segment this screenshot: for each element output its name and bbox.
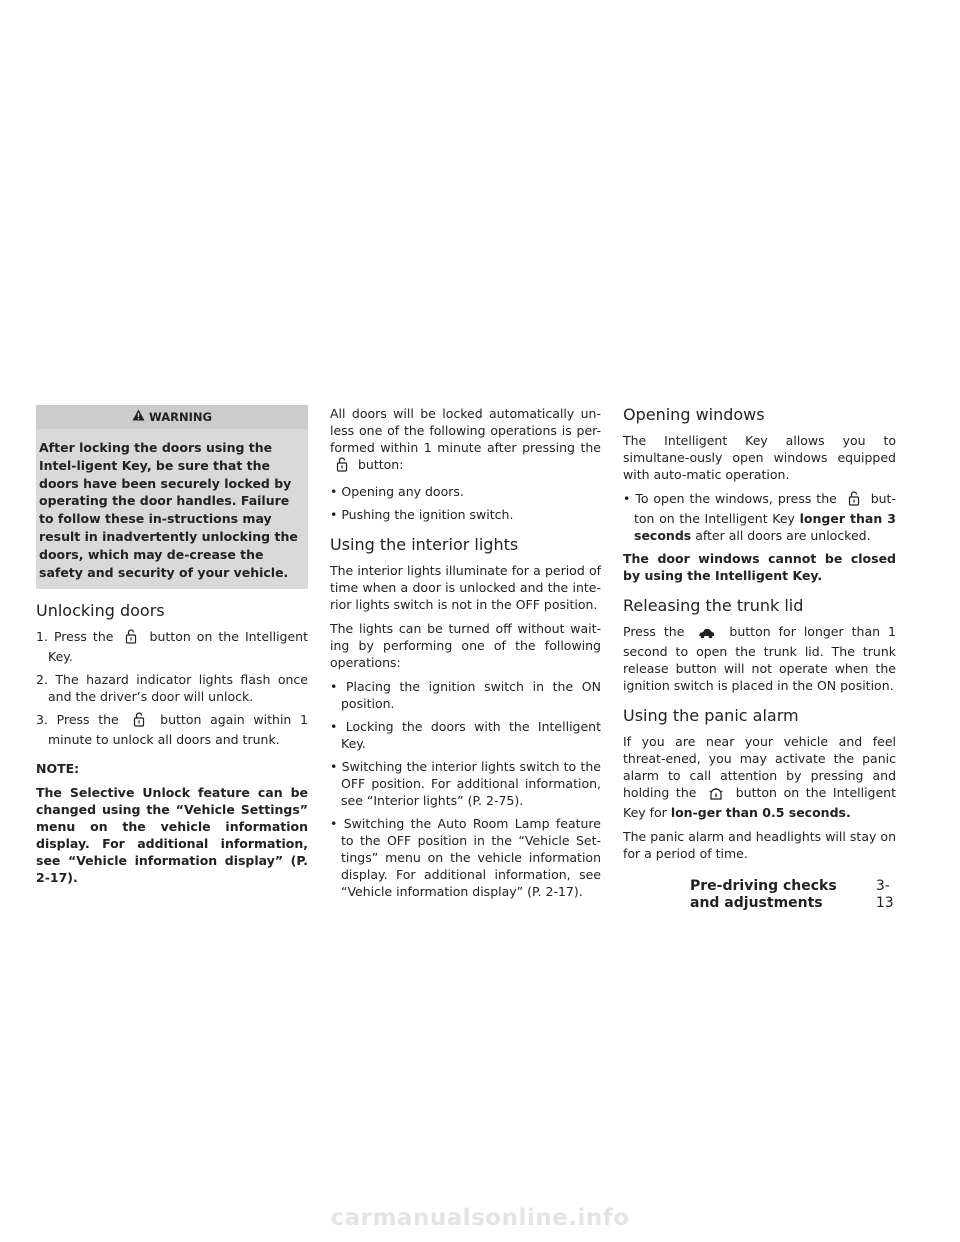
step-3-text-a: Press the [56, 712, 119, 728]
interior-bullet-1-text: Placing the ignition switch in the ON position. [341, 679, 601, 711]
column-left [36, 405, 308, 893]
warning-triangle-icon [132, 409, 145, 426]
trunk-text-a: Press the [623, 624, 685, 639]
heading-panic-alarm: Using the panic alarm [623, 706, 799, 725]
autolock-bullet-1-text: Opening any doors. [341, 484, 464, 499]
heading-opening-windows: Opening windows [623, 405, 765, 424]
trunk-p [623, 623, 896, 694]
step-2: 2. The hazard indicator lights flash once and the driver’s door will unlock. [36, 672, 308, 705]
autolock-intro-tail: button: [357, 457, 404, 472]
windows-bullet-a: To open the windows, press the [635, 491, 837, 506]
page-number: 3-13 [875, 878, 894, 911]
panic-text-bold: lon-ger than 0.5 seconds. [670, 805, 851, 820]
step-1-text-b: button on the Intelligent Key. [48, 629, 309, 665]
warning-text: After locking the doors using the Intel-ligent Key, be sure that the doors have been securely locked by operating the door handles. Failure to follow these in-structions may result in inadvertently unlocking the doors, which may de-crease the safety and security of your vehicle. [39, 440, 298, 580]
unlock-key-button-icon [336, 457, 348, 476]
step-3 [36, 711, 308, 748]
windows-bullet-bold: longer than 3 seconds [634, 511, 896, 543]
unlock-key-button-icon [125, 629, 137, 648]
note-body: The Selective Unlock feature can be changed using the “Vehicle Settings” menu on the vehicle information display. For additional information, see “Vehicle information display” (P. 2-17). [36, 785, 308, 886]
step-1-text-a: Press the [53, 629, 114, 645]
autolock-intro-text: All doors will be locked automatically un-less one of the following operations is per-formed within 1 minute after pressing the [330, 406, 601, 455]
page-footer [690, 878, 896, 912]
windows-p2: The door windows cannot be closed by using the Intelligent Key. [623, 551, 896, 583]
windows-bullet-b: but-ton on the Intelligent Key [634, 491, 896, 526]
column-middle [330, 405, 601, 906]
panic-p1 [623, 733, 896, 821]
autolock-bullet-2: • Pushing the ignition switch. [330, 507, 514, 522]
interior-bullet-2: • Locking the doors with the Intelligent Key. [330, 719, 601, 751]
column-right [623, 405, 896, 869]
autolock-bullet-2-text: Pushing the ignition switch. [341, 507, 514, 522]
warning-title: WARNING [149, 409, 212, 424]
interior-bullet-4-text: Switching the Auto Room Lamp feature to the OFF position in the “Vehicle Set-tings” menu on the vehicle information display. For additional information, see “Vehicle information display” (P. 2-17). [341, 816, 601, 899]
interior-bullet-3: • Switching the interior lights switch to the OFF position. For additional information, see “Interior lights” (P. 2-75). [330, 759, 601, 808]
car-trunk-icon [698, 626, 715, 643]
watermark: carmanualsonline.info [330, 1205, 630, 1231]
interior-bullet-4: • Switching the Auto Room Lamp feature to the OFF position in the “Vehicle Set-tings” menu on the vehicle information display. For additional information, see “Vehicle information display” (P. 2-17). [330, 816, 601, 899]
panic-alarm-icon [709, 787, 723, 804]
step-1 [36, 628, 308, 665]
warning-box [36, 405, 308, 589]
step-3-number: 3. [36, 712, 48, 728]
trunk-text-b: button for longer than 1 second to open the trunk lid. The trunk release button will not operate when the ignition switch is placed in the ON position. [623, 624, 896, 693]
heading-trunk-lid: Releasing the trunk lid [623, 596, 804, 615]
windows-p1: The Intelligent Key allows you to simultane-ously open windows equipped with auto-matic operation. [623, 433, 896, 482]
interior-bullet-1: • Placing the ignition switch in the ON position. [330, 679, 601, 711]
panic-text-b: button on the Intelligent Key for [623, 785, 896, 820]
step-3-text-b: button again within 1 minute to unlock all doors and trunk. [48, 712, 308, 748]
heading-interior-lights: Using the interior lights [330, 535, 519, 554]
interior-bullet-3-text: Switching the interior lights switch to the OFF position. For additional information, see “Interior lights” (P. 2-75). [341, 759, 601, 808]
unlock-key-button-icon [848, 491, 860, 510]
step-1-number: 1. [36, 629, 48, 645]
interior-p1: The interior lights illuminate for a period of time when a door is unlocked and the inte-rior lights switch is not in the OFF position. [330, 563, 601, 612]
note-label: NOTE: [36, 761, 80, 777]
panic-p2: The panic alarm and headlights will stay on for a period of time. [623, 829, 896, 861]
windows-bullet: • To open the windows, press the but-ton on the Intelligent Key longer than 3 seconds after all doors are unlocked. [623, 491, 896, 543]
unlock-key-button-icon [133, 712, 145, 731]
warning-header [36, 405, 308, 429]
autolock-intro [330, 405, 601, 476]
heading-unlocking-doors: Unlocking doors [36, 601, 165, 621]
panic-text-a: If you are near your vehicle and feel threat-ened, you may activate the panic alarm to call attention by pressing and holding the [623, 734, 896, 800]
footer-section-title: Pre-driving checks and adjustments [690, 878, 837, 911]
autolock-bullet-1: • Opening any doors. [330, 484, 464, 499]
windows-bullet-c: after all doors are unlocked. [695, 528, 871, 543]
interior-p2: The lights can be turned off without wait-ing by performing one of the following operations: [330, 621, 601, 670]
interior-bullet-2-text: Locking the doors with the Intelligent Key. [341, 719, 601, 751]
